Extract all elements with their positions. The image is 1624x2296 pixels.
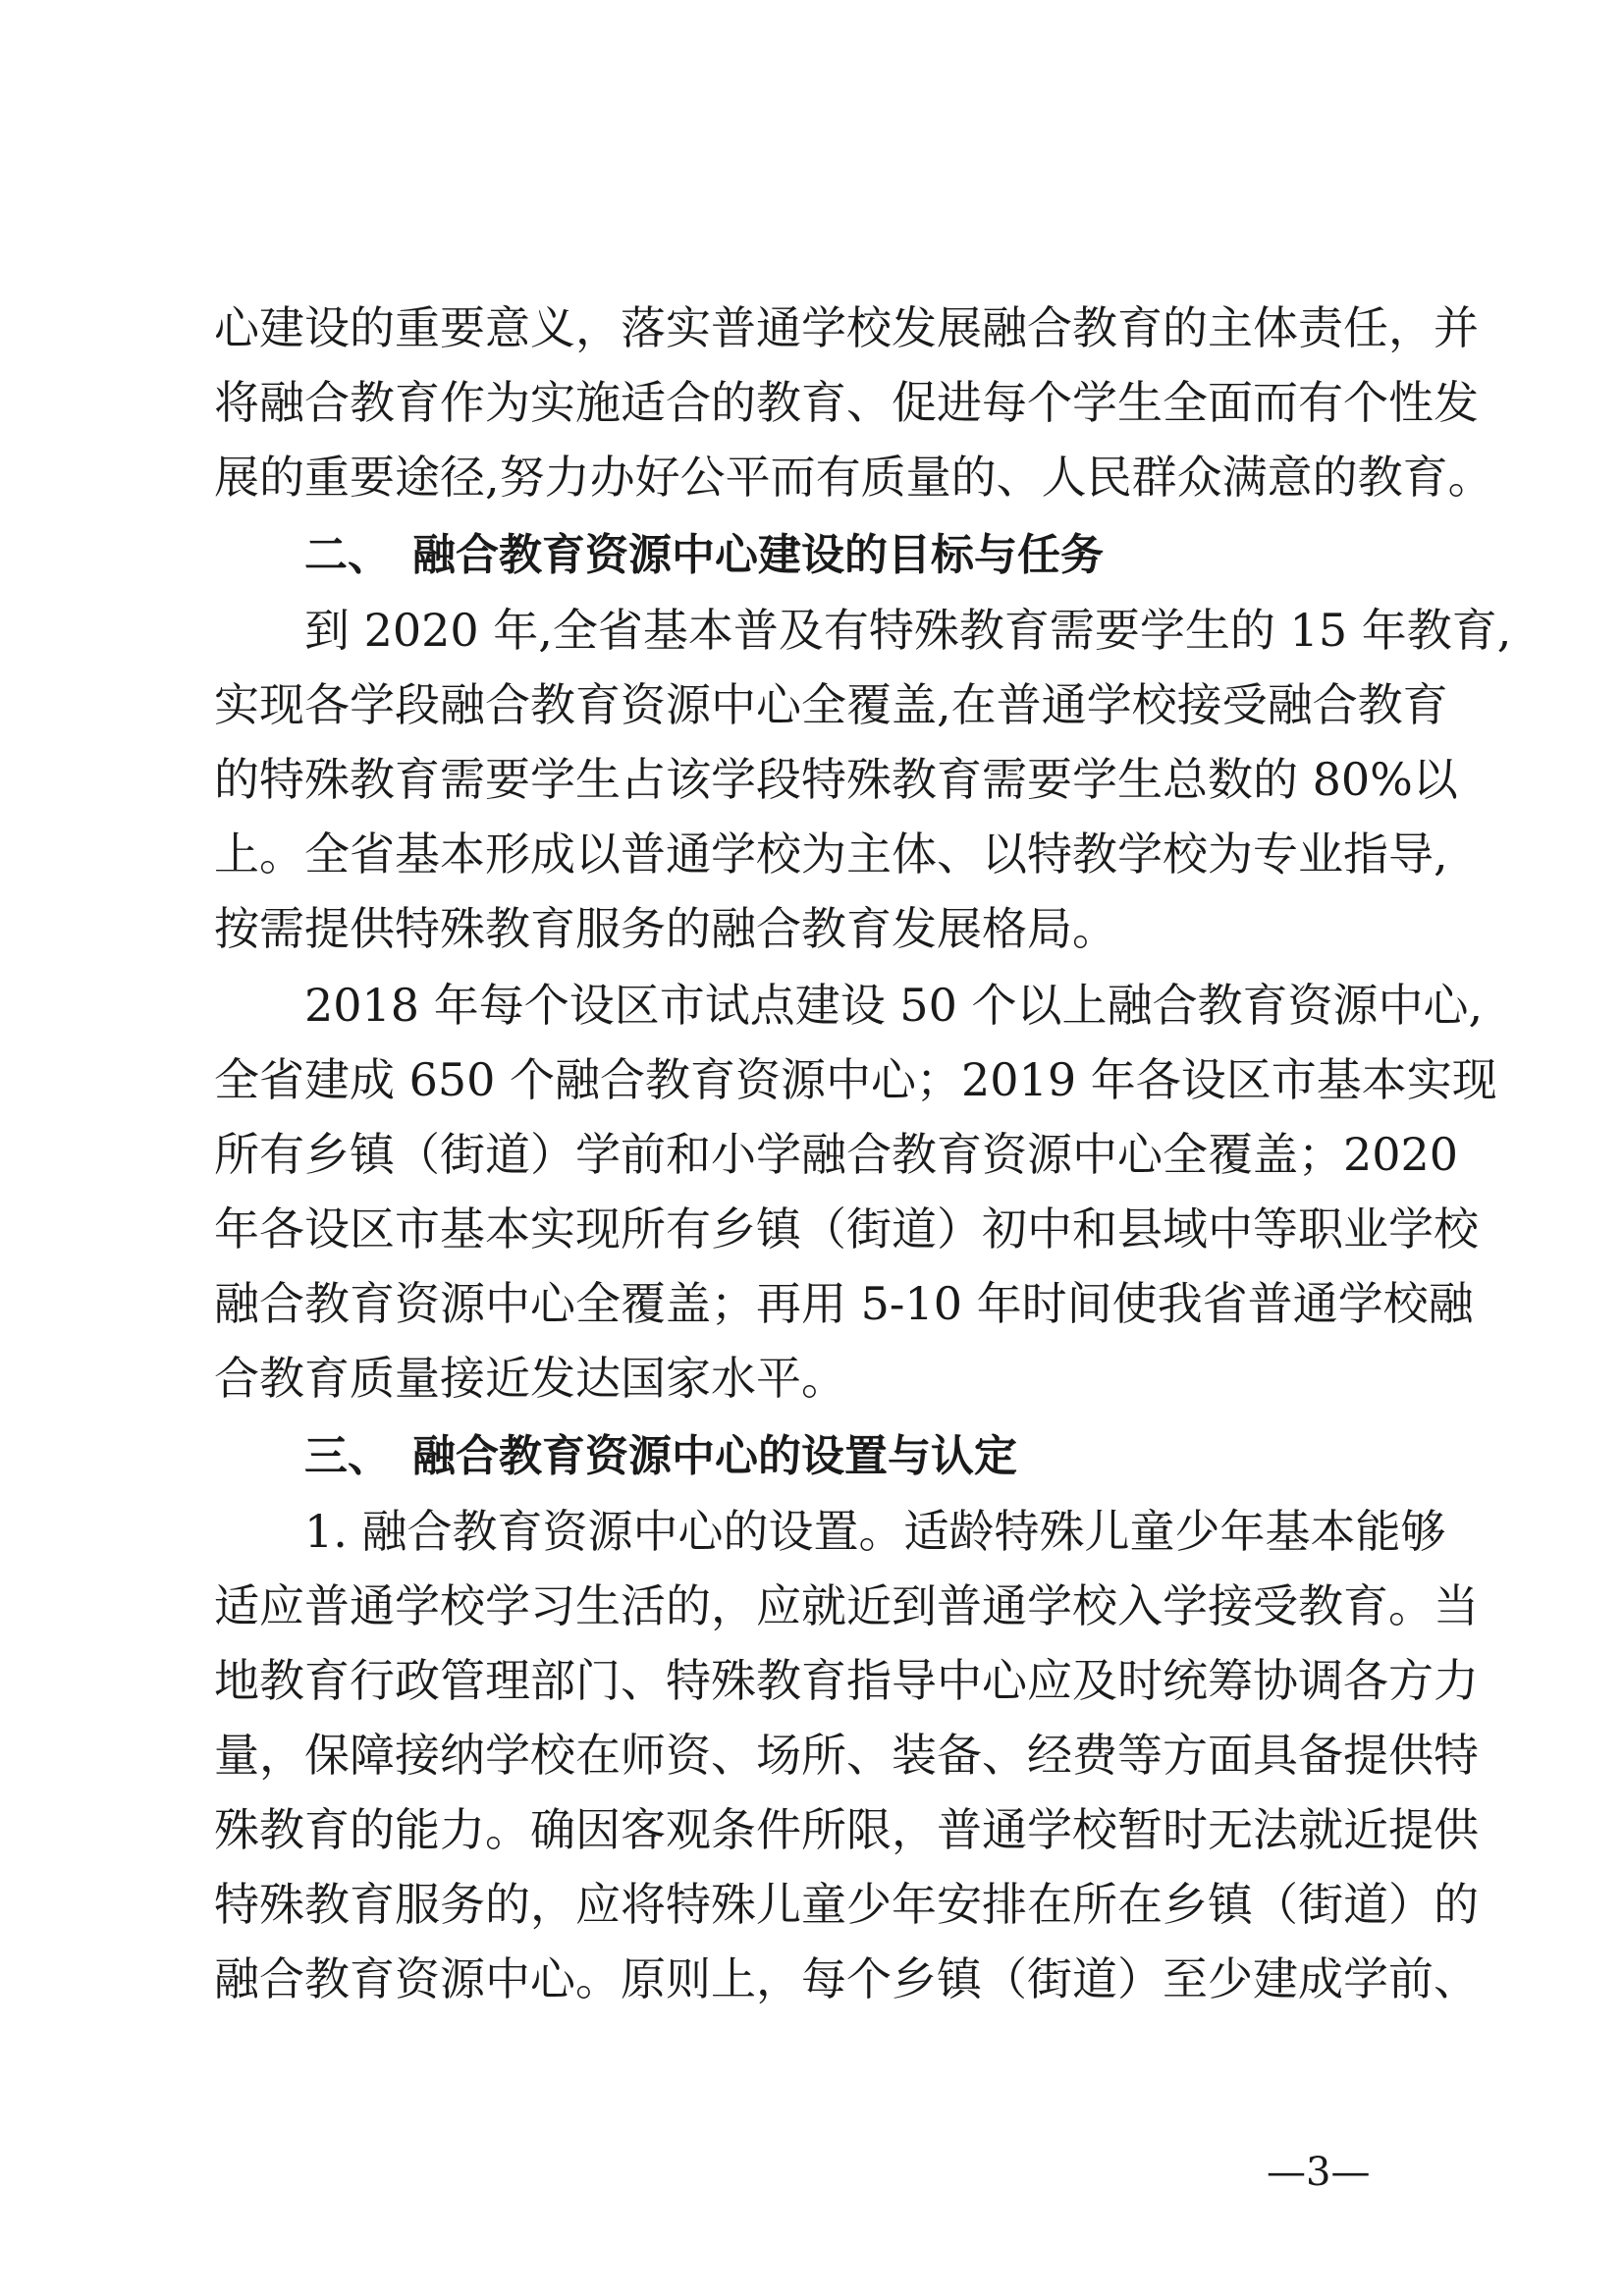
text-line: 适应普通学校学习生活的，应就近到普通学校入学接受教育。当 [214,1579,1479,1632]
text-line: 展的重要途径,努力办好公平而有质量的、人民群众满意的教育。 [214,451,1493,504]
section-heading-3 [304,1419,1017,1494]
text-line: 的特殊教育需要学生占该学段特殊教育需要学生总数的 80%以 [214,753,1458,806]
text-line: 量，保障接纳学校在师资、场所、装备、经费等方面具备提供特 [214,1729,1479,1782]
text-line: 地教育行政管理部门、特殊教育指导中心应及时统筹协调各方力 [214,1654,1479,1707]
text-line: 实现各学段融合教育资源中心全覆盖,在普通学校接受融合教育 [214,678,1448,731]
section-heading-2 [304,518,1104,593]
text-line: 1. 融合教育资源中心的设置。适龄特殊儿童少年基本能够 [304,1505,1446,1558]
section-title: 融合教育资源中心的设置与认定 [412,1431,1017,1481]
text-line: 特殊教育服务的，应将特殊儿童少年安排在所在乡镇（街道）的 [214,1878,1479,1931]
text-line: 到 2020 年,全省基本普及有特殊教育需要学生的 15 年教育, [304,604,1512,657]
text-line: 合教育质量接近发达国家水平。 [214,1352,846,1405]
text-line: 年各设区市基本实现所有乡镇（街道）初中和县域中等职业学校 [214,1202,1479,1255]
text-line: 所有乡镇（街道）学前和小学融合教育资源中心全覆盖；2020 [214,1128,1459,1181]
section-number: 二、 [304,530,391,580]
text-line: 将融合教育作为实施适合的教育、促进每个学生全面而有个性发 [214,376,1479,429]
section-title: 融合教育资源中心建设的目标与任务 [412,530,1104,580]
text-line: 融合教育资源中心全覆盖；再用 5-10 年时间使我省普通学校融 [214,1277,1474,1330]
text-line: 按需提供特殊教育服务的融合教育发展格局。 [214,902,1117,955]
text-line: 2018 年每个设区市试点建设 50 个以上融合教育资源中心, [304,979,1484,1032]
text-line: 融合教育资源中心。原则上，每个乡镇（街道）至少建成学前、 [214,1952,1479,2005]
text-line: 上。全省基本形成以普通学校为主体、以特教学校为专业指导, [214,828,1448,881]
text-line: 全省建成 650 个融合教育资源中心；2019 年各设区市基本实现 [214,1053,1497,1106]
text-line: 心建设的重要意义，落实普通学校发展融合教育的主体责任，并 [214,301,1479,354]
page-number: —3— [1267,2150,1371,2195]
text-line: 殊教育的能力。确因客观条件所限，普通学校暂时无法就近提供 [214,1803,1479,1856]
section-number: 三、 [304,1431,391,1481]
